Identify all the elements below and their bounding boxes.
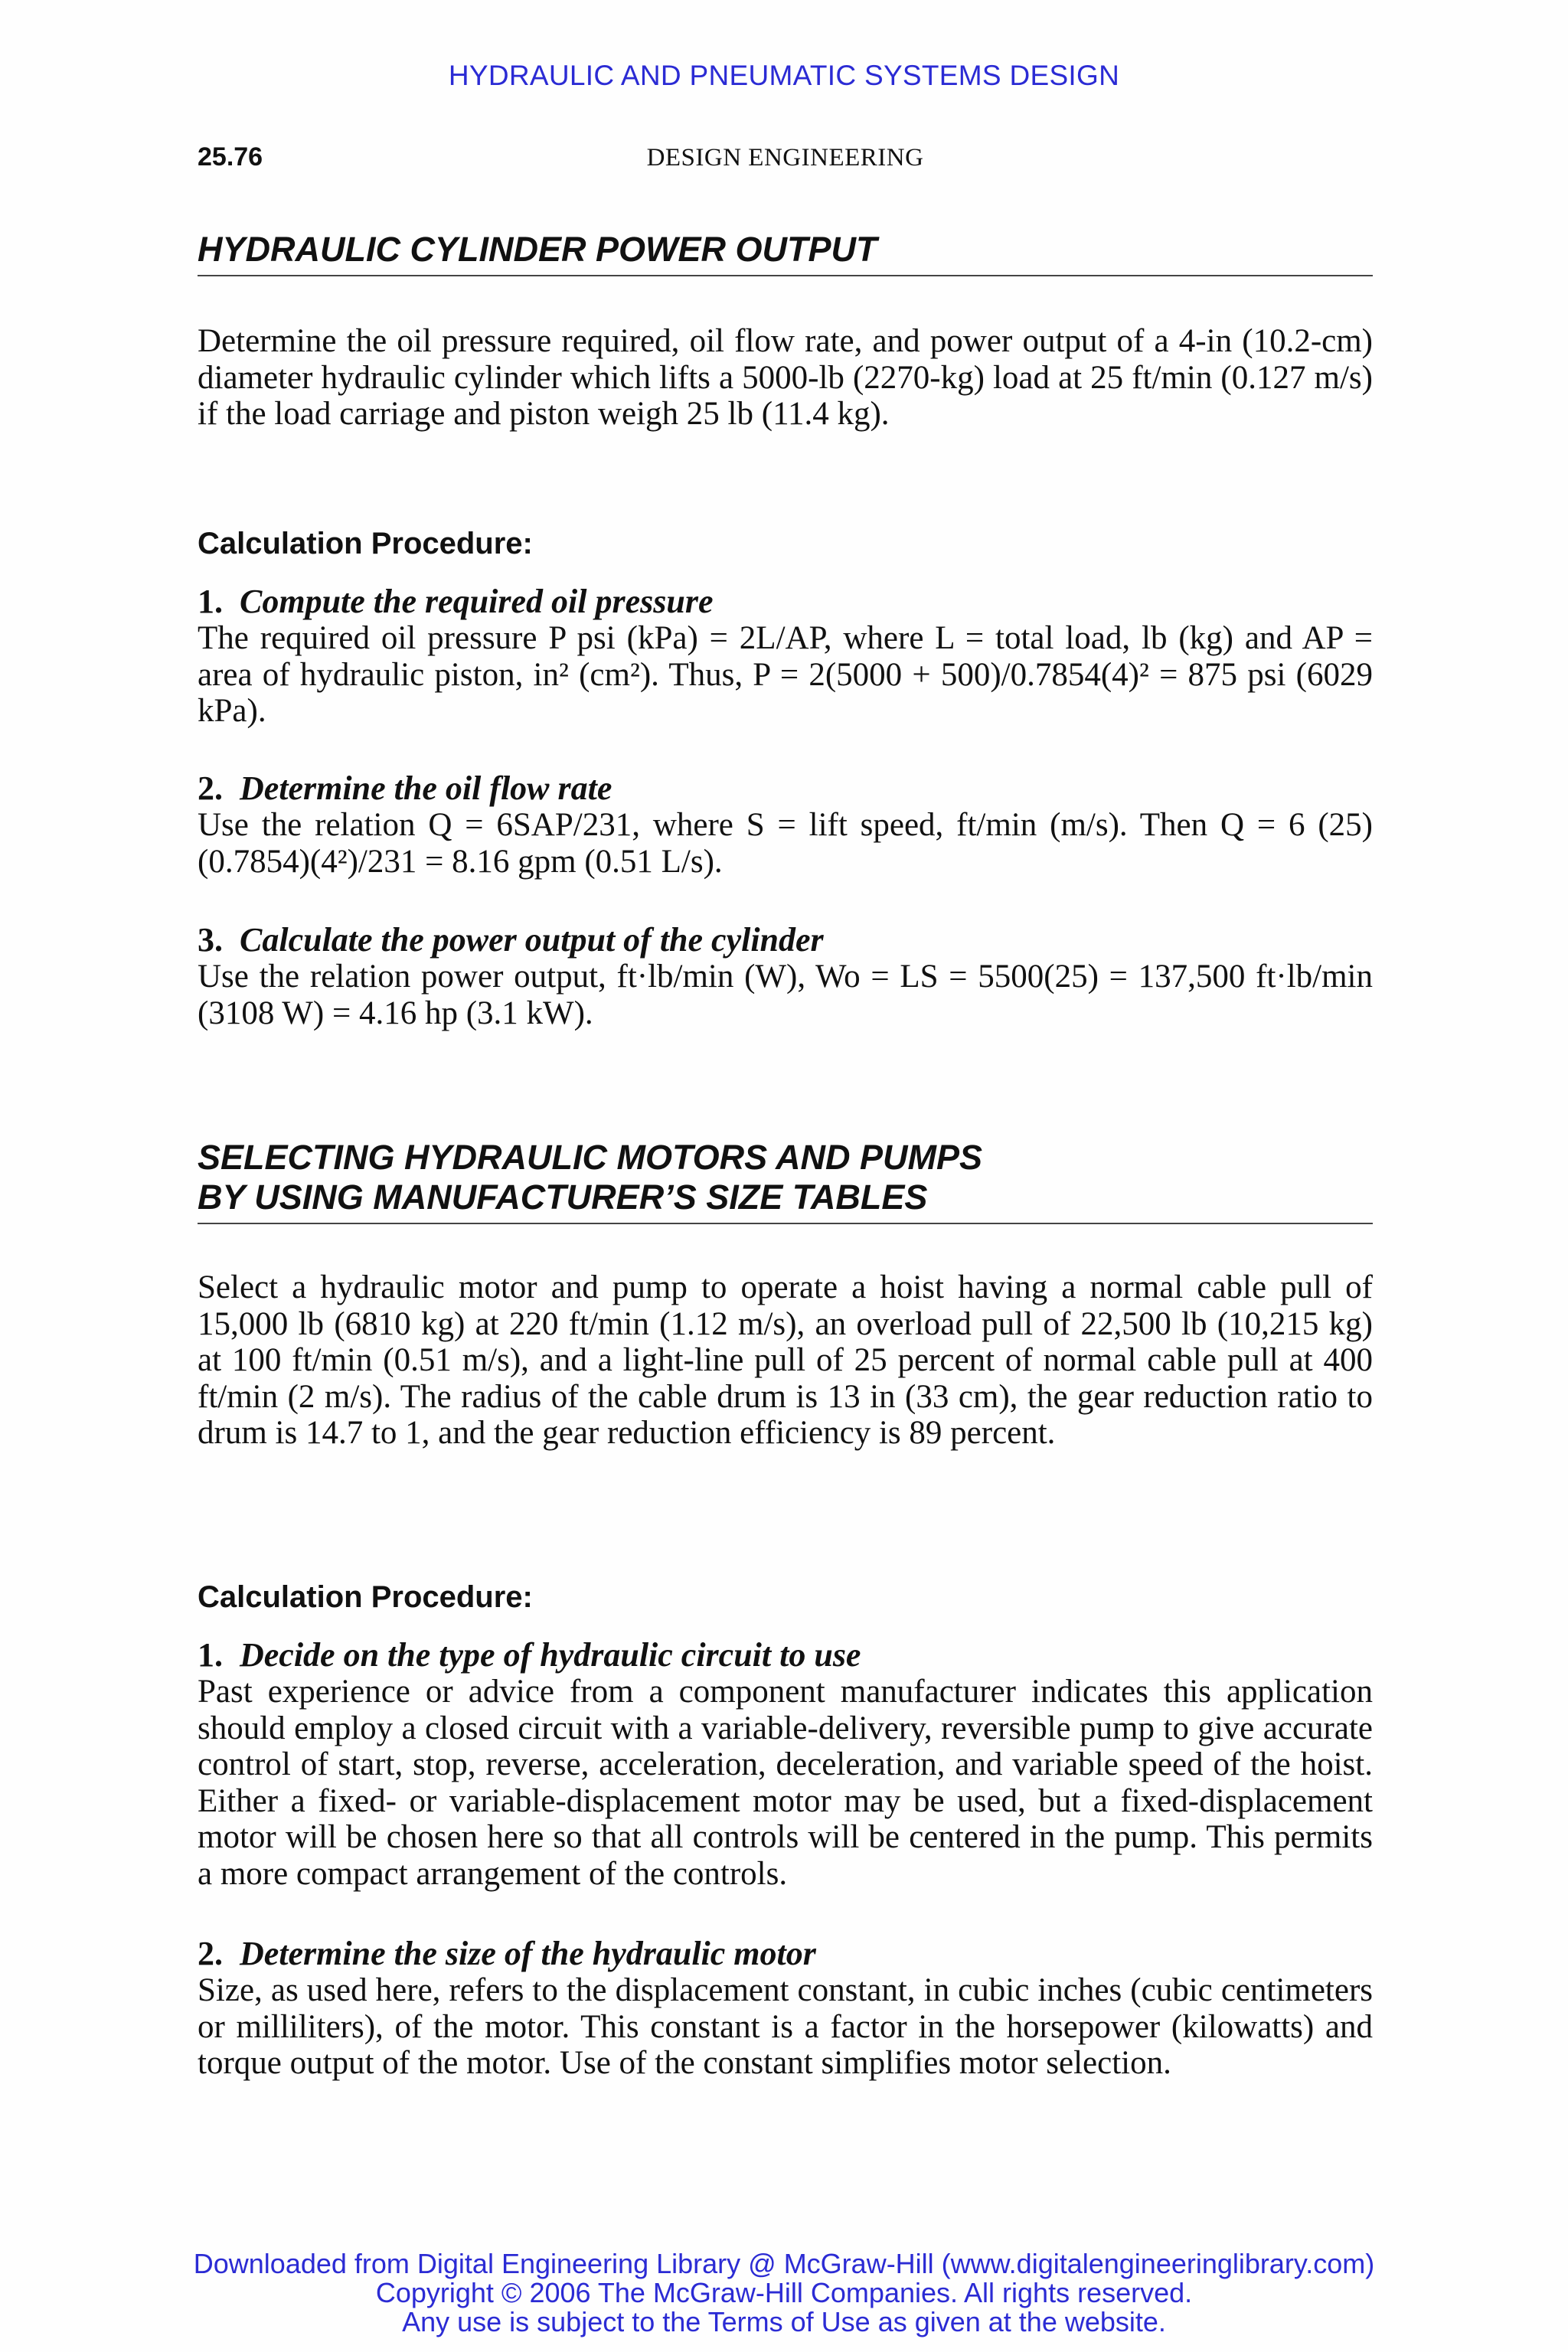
page-number: 25.76 bbox=[198, 142, 263, 172]
step-body: Past experience or advice from a component manufacturer indicates this application should employ a closed circuit with a variable-delivery, reversible pump to give accurate control of start, stop, reverse, acceleration, deceleration, and variable speed of the hoist. Either a fixed- or variable-displacement motor may be used, but a fixed-displacement motor will be chosen here so that all controls will be centered in the pump. This permits a more compact arrangement of the controls. bbox=[198, 1674, 1373, 1892]
step-body: Use the relation power output, ft·lb/min (W), Wo = LS = 5500(25) = 137,500 ft·lb/min (3108 W) = 4.16 hp (3.1 kW). bbox=[198, 959, 1373, 1031]
step-1 bbox=[198, 583, 1373, 730]
step-number: 1. bbox=[198, 583, 223, 620]
step-number: 2. bbox=[198, 1935, 223, 1972]
step-title bbox=[198, 1936, 1373, 1972]
calculation-procedure-heading: Calculation Procedure: bbox=[198, 1580, 533, 1614]
section-hydraulic-cylinder bbox=[198, 230, 1373, 276]
step-3 bbox=[198, 922, 1373, 1031]
step-number: 3. bbox=[198, 921, 223, 959]
step-number: 1. bbox=[198, 1636, 223, 1674]
step-1 bbox=[198, 1637, 1373, 1892]
step-heading: Decide on the type of hydraulic circuit to use bbox=[240, 1636, 861, 1674]
step-2 bbox=[198, 770, 1373, 880]
step-number: 2. bbox=[198, 769, 223, 807]
book-section-title: DESIGN ENGINEERING bbox=[646, 144, 924, 172]
footer-terms-of-use[interactable]: Any use is subject to the Terms of Use as given at the website. bbox=[402, 2306, 1166, 2337]
section-title: HYDRAULIC CYLINDER POWER OUTPUT bbox=[198, 230, 1373, 276]
section-title: SELECTING HYDRAULIC MOTORS AND PUMPS BY USING MANUFACTURER’S SIZE TABLES bbox=[198, 1138, 1373, 1224]
step-title bbox=[198, 1637, 1373, 1674]
step-heading: Determine the size of the hydraulic motor bbox=[240, 1935, 816, 1972]
step-title bbox=[198, 583, 1373, 620]
step-heading: Calculate the power output of the cylinder bbox=[240, 921, 824, 959]
step-body: Use the relation Q = 6SAP/231, where S = lift speed, ft/min (m/s). Then Q = 6 (25)(0.7854)(4²)/231 = 8.16 gpm (0.51 L/s). bbox=[198, 807, 1373, 880]
page-header bbox=[198, 142, 1373, 178]
problem-statement: Determine the oil pressure required, oil flow rate, and power output of a 4-in (10.2-cm) diameter hydraulic cylinder which lifts a 5000-lb (2270-kg) load at 25 ft/min (0.127 m/s) if the load carriage and piston weigh 25 lb (11.4 kg). bbox=[198, 323, 1373, 432]
footer-download-notice[interactable]: Downloaded from Digital Engineering Library @ McGraw-Hill (www.digitalengineeringlibrary.com) bbox=[193, 2248, 1375, 2279]
running-head: HYDRAULIC AND PNEUMATIC SYSTEMS DESIGN bbox=[448, 60, 1120, 91]
calculation-procedure-heading: Calculation Procedure: bbox=[198, 527, 533, 560]
section-hydraulic-motors-pumps bbox=[198, 1138, 1373, 1224]
step-heading: Compute the required oil pressure bbox=[240, 583, 714, 620]
problem-statement: Select a hydraulic motor and pump to operate a hoist having a normal cable pull of 15,000 lb (6810 kg) at 220 ft/min (1.12 m/s), an overload pull of 22,500 lb (10,215 kg) at 100 ft/min (0.51 m/s), and a light-line pull of 25 percent of normal cable pull at 400 ft/min (2 m/s). The radius of the cable drum is 13 in (33 cm), the gear reduction ratio to drum is 14.7 to 1, and the gear reduction efficiency is 89 percent. bbox=[198, 1269, 1373, 1451]
step-body: The required oil pressure P psi (kPa) = 2L/AP, where L = total load, lb (kg) and AP = area of hydraulic piston, in² (cm²). Thus, P = 2(5000 + 500)/0.7854(4)² = 875 psi (6029 kPa). bbox=[198, 620, 1373, 729]
step-heading: Determine the oil flow rate bbox=[240, 769, 612, 807]
step-2 bbox=[198, 1936, 1373, 2082]
step-title bbox=[198, 922, 1373, 959]
step-body: Size, as used here, refers to the displacement constant, in cubic inches (cubic centimeters or milliliters), of the motor. This constant is a factor in the horsepower (kilowatts) and torque output of the motor. Use of the constant simplifies motor selection. bbox=[198, 1972, 1373, 2081]
step-title bbox=[198, 770, 1373, 807]
footer-copyright: Copyright © 2006 The McGraw-Hill Companies. All rights reserved. bbox=[375, 2277, 1193, 2308]
